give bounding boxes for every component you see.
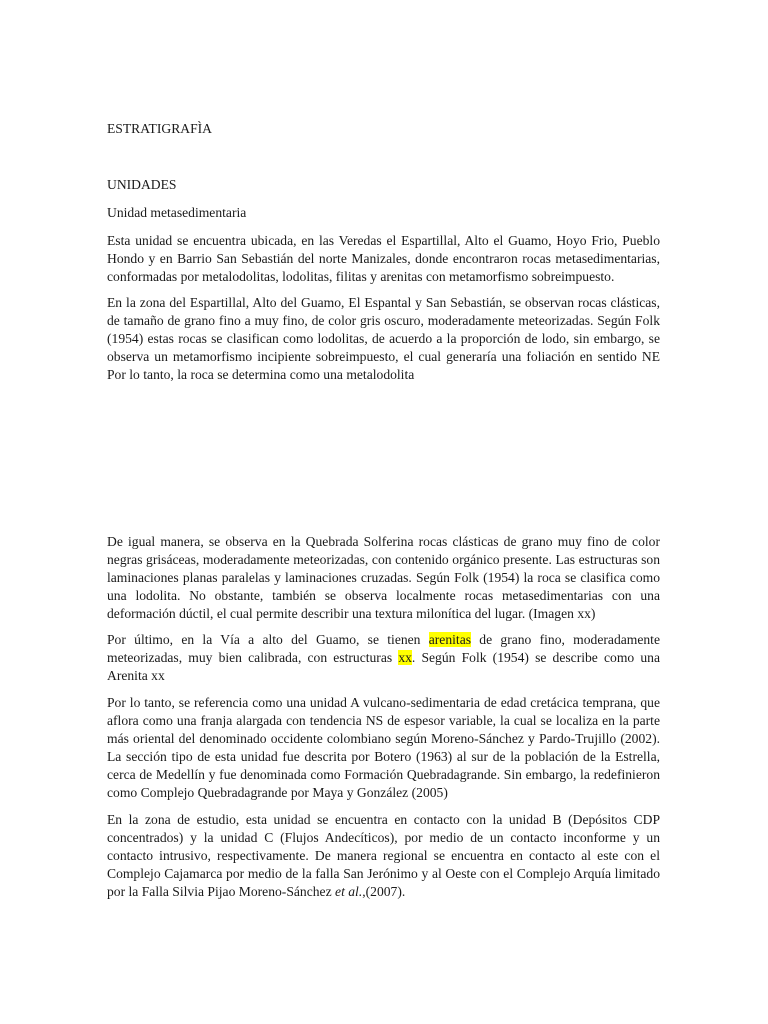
paragraph-6-text-1: En la zona de estudio, esta unidad se encuentra en contacto con la unidad B (Depósitos CDP concentrados) y la unidad C (Flujos Andecíticos), por medio de un contacto inconforme y un contacto intrusivo, respectivamente. De manera regional se encuentra en contacto al este con el Complejo Cajamarca por medio de la falla San Jerónimo y al Oeste con el Complejo Arquía limitado por la Falla Silvia Pijao Moreno-Sánchez [107, 812, 660, 899]
paragraph-4-text-2: de grano fino, moderadamente meteorizadas, muy bien calibrada, con estructuras [107, 632, 660, 665]
paragraph-4-text-1: Por último, en la Vía a alto del Guamo, se tienen [107, 632, 429, 647]
paragraph-5: Por lo tanto, se referencia como una unidad A vulcano-sedimentaria de edad cretácica temprana, que aflora como una franja alargada con tendencia NS de espesor variable, la cual se localiza en la parte más oriental del denominado occidente colombiano según Moreno-Sánchez y Pardo-Trujillo (2002). La sección tipo de esta unidad fue descrita por Botero (1963) al sur de la población de la Estrella, cerca de Medellín y fue denominada como Formación Quebradagrande. Sin embargo, la redefinieron como Complejo Quebradagrande por Maya y González (2005) [107, 695, 660, 800]
paragraph-6 [107, 811, 660, 901]
paragraph-1: Esta unidad se encuentra ubicada, en las Veredas el Espartillal, Alto el Guamo, Hoyo Frio, Pueblo Hondo y en Barrio San Sebastián del norte Manizales, donde encontraron rocas metasedimentarias, conformadas por metalodolitas, lodolitas, filitas y arenitas con metamorfismo sobreimpuesto. [107, 233, 660, 284]
paragraph-4-text-3: . Según Folk (1954) se describe como una Arenita xx [107, 650, 660, 683]
subsection-heading: Unidad metasedimentaria [107, 205, 247, 220]
paragraph-3: De igual manera, se observa en la Quebrada Solferina rocas clásticas de grano muy fino de color negras grisáceas, moderadamente meteorizadas, con contenido orgánico presente. Las estructuras son laminaciones planas paralelas y laminaciones cruzadas. Según Folk (1954) la roca se clasifica como una lodolita. No obstante, también se observa localmente rocas metasedimentarias con una deformación dúctil, el cual permite describir una textura milonítica del lugar. (Imagen xx) [107, 534, 660, 621]
paragraph-6-text-2: ,(2007). [362, 884, 406, 899]
highlight-arenitas: arenitas [428, 632, 472, 647]
paragraph-2: En la zona del Espartillal, Alto del Guamo, El Espantal y San Sebastián, se observan rocas clásticas, de tamaño de grano fino a muy fino, de color gris oscuro, moderadamente meteorizadas. Según Folk (1954) estas rocas se clasifican como lodolitas, de acuerdo a la proporción de lodo, sin embargo, se observa un metamorfismo incipiente sobreimpuesto, el cual generaría una foliación en sentido NE Por lo tanto, la roca se determina como una metalodolita [107, 295, 660, 382]
document-title: ESTRATIGRAFÌA [107, 121, 212, 136]
paragraph-6-italic: et al. [335, 884, 363, 899]
section-heading: UNIDADES [107, 177, 177, 192]
highlight-xx: xx [398, 650, 412, 665]
paragraph-4 [107, 631, 660, 685]
